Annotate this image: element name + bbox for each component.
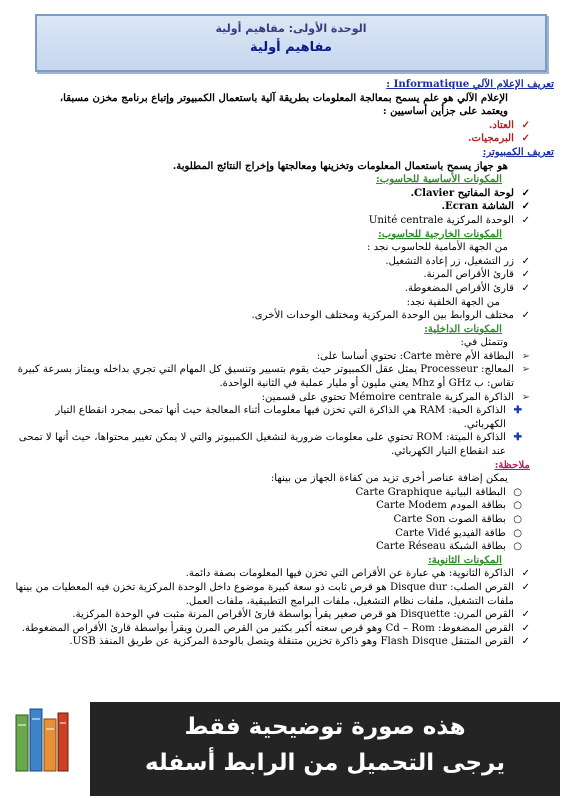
check-icon: ✓ bbox=[521, 187, 530, 199]
back-intro: من الجهة الخلفية نجد: bbox=[406, 296, 500, 308]
list-item: ✓ البرمجيات. bbox=[468, 132, 530, 145]
internal-intro: وتتمثل في: bbox=[460, 337, 508, 349]
list-item: ○ البطاقة البيانية Carte Graphique bbox=[355, 486, 522, 498]
list-item: ✓ قارئ الأقراص المضغوطة. bbox=[404, 282, 530, 294]
list-item: ✓ القرص المرن: Disquette هو قرص صغير يقرأ بواسطة قارئ الأقراص المرنة مثبت في الوحدة المركزية. bbox=[72, 609, 530, 621]
arrow-icon: ➢ bbox=[521, 391, 530, 403]
external-components-heading: المكونات الخارجية للحاسوب: bbox=[377, 227, 502, 240]
list-item: ✓ الوحدة المركزية Unité centrale bbox=[368, 214, 530, 226]
informatique-definition: الإعلام الآلي هو علم يسمح بمعالجة المعلومات بطريقة آلية باستعمال الكمبيوتر وإتباع برنامج مخزن مسبقا، bbox=[59, 91, 508, 104]
list-item: ➢ المعالج: Processeur يمثل عقل الكمبيوتر حيث يقوم بتسيير وتنسيق كل المهام التي تجري بداخله ويمتاز بسرعة كبيرة تقاس: ب GHz أو Mhz يعني مليون أو مليار عملية في الثانية الواحدة. bbox=[17, 364, 530, 390]
check-icon: ✓ bbox=[521, 609, 530, 621]
header-banner bbox=[35, 14, 547, 72]
check-icon: ✓ bbox=[521, 214, 530, 226]
computer-definition: هو جهاز يسمح باستعمال المعلومات وتخزينها ومعالجتها وإخراج النتائج المطلوبة. bbox=[172, 159, 508, 172]
list-item: ✓ مختلف الروابط بين الوحدة المركزية ومختلف الوحدات الأخرى. bbox=[251, 310, 530, 322]
list-item: ✓ العتاد. bbox=[488, 118, 530, 131]
list-item: ○ بطاقة الصوت Carte Son bbox=[393, 514, 522, 525]
section-heading-informatique: تعريف الإعلام الآلي Informatique : bbox=[386, 78, 554, 90]
circle-bullet-icon: ○ bbox=[513, 486, 522, 498]
list-item: ✓ الشاشة Ecran. bbox=[441, 200, 530, 213]
list-item: ✓ قارئ الأقراص المرنة. bbox=[423, 269, 530, 281]
plus-icon: ✚ bbox=[513, 405, 522, 417]
check-icon: ✓ bbox=[521, 310, 530, 322]
section-heading-computer: تعريف الكمبيوتر: bbox=[482, 145, 554, 158]
check-icon: ✓ bbox=[521, 636, 530, 648]
circle-bullet-icon: ○ bbox=[513, 541, 522, 553]
basic-components-heading: المكونات الأساسية للحاسوب: bbox=[376, 173, 502, 186]
check-icon: ✓ bbox=[521, 622, 530, 634]
list-item: ➢ البطاقة الأم Carte mère: تحتوي أساسا على: bbox=[316, 350, 530, 362]
check-icon: ✓ bbox=[521, 269, 530, 281]
list-item: ✚ الذاكرة الحية: RAM هي الذاكرة التي تخزن فيها معلومات أثناء المعالجة حيث أنها تمحى بمجرد انقطاع التيار الكهربائي. bbox=[55, 405, 522, 430]
list-item: ✓ لوحة المفاتيح Clavier. bbox=[410, 186, 530, 199]
list-item: ○ بطاقة الشبكة Carte Réseau bbox=[376, 541, 522, 553]
unit-title: الوحدة الأولى: مفاهيم أولية bbox=[215, 22, 367, 35]
books-icon bbox=[12, 705, 72, 775]
arrow-icon: ➢ bbox=[521, 350, 530, 362]
internal-components-heading: المكونات الداخلية: bbox=[424, 322, 502, 335]
overlay-line-2: يرجى التحميل من الرابط أسفله bbox=[145, 750, 505, 776]
overlay-line-1: هذه صورة توضيحية فقط bbox=[184, 714, 466, 740]
check-icon: ✓ bbox=[521, 133, 530, 145]
list-item: ✚ الذاكرة الميتة: ROM تحتوي على معلومات ضرورية لتشغيل الكمبيوتر والتي لا يمكن تغيير محتواها، حيث أنها لا تمحى عند انقطاع التيار الكهربائي. bbox=[18, 432, 522, 458]
note-heading: ملاحظة: bbox=[494, 458, 530, 471]
circle-bullet-icon: ○ bbox=[513, 527, 522, 539]
list-item: ✓ زر التشغيل، زر إعادة التشغيل. bbox=[385, 255, 530, 267]
arrow-icon: ➢ bbox=[521, 364, 530, 376]
list-item: ✓ القرص المتنقل Flash Disque وهو ذاكرة تخزين متنقلة ويتصل بالوحدة المركزية عن طريق المنفذ USB. bbox=[69, 636, 530, 648]
check-icon: ✓ bbox=[521, 201, 530, 213]
list-item: ✓ الذاكرة الثانوية: هي عبارة عن الأقراص التي تخزن فيها المعلومات بصفة دائمة. bbox=[185, 568, 530, 580]
check-icon: ✓ bbox=[521, 282, 530, 294]
list-item: ✓ القرص الصلب: Disque dur هو قرص ثابت ذو سعة كبيرة موضوع داخل الوحدة المركزية تخزن فيه المعطيات من بينها ملفات التشغيل، ملفات نظام التشغيل، ملفات البرامج التطبيقية، ملفات العمل. bbox=[15, 581, 530, 607]
list-item: ➢ الذاكرة المركزية Mémoire centrale تحتوي على قسمين: bbox=[261, 391, 530, 403]
watermark-overlay bbox=[90, 702, 560, 796]
front-intro: من الجهة الأمامية للحاسوب نجد : bbox=[366, 242, 508, 254]
check-icon: ✓ bbox=[521, 119, 530, 131]
circle-bullet-icon: ○ bbox=[513, 500, 522, 512]
list-item: ○ بطاقة المودم Carte Modem bbox=[376, 500, 522, 512]
plus-icon: ✚ bbox=[513, 432, 522, 444]
list-item: ○ طاقة الفيديو Carte Vidé bbox=[395, 527, 522, 539]
list-item: ✓ القرص المضغوط: Cd – Rom وهو قرص سعته أكبر بكثير من القرص المرن ويقرأ بواسطة قارئ الأقراص المضغوطة. bbox=[21, 622, 530, 634]
page-title: مفاهيم أولية bbox=[250, 40, 332, 55]
informatique-relies: ويعتمد على جزأين أساسيين : bbox=[382, 105, 508, 118]
note-intro: يمكن إضافة عناصر أخرى تزيد من كفاءة الجهاز من بينها: bbox=[270, 473, 508, 485]
check-icon: ✓ bbox=[521, 568, 530, 580]
check-icon: ✓ bbox=[521, 581, 530, 593]
check-icon: ✓ bbox=[521, 255, 530, 267]
circle-bullet-icon: ○ bbox=[513, 514, 522, 525]
secondary-components-heading: المكونات الثانوية: bbox=[427, 553, 502, 566]
document-body bbox=[14, 78, 554, 798]
